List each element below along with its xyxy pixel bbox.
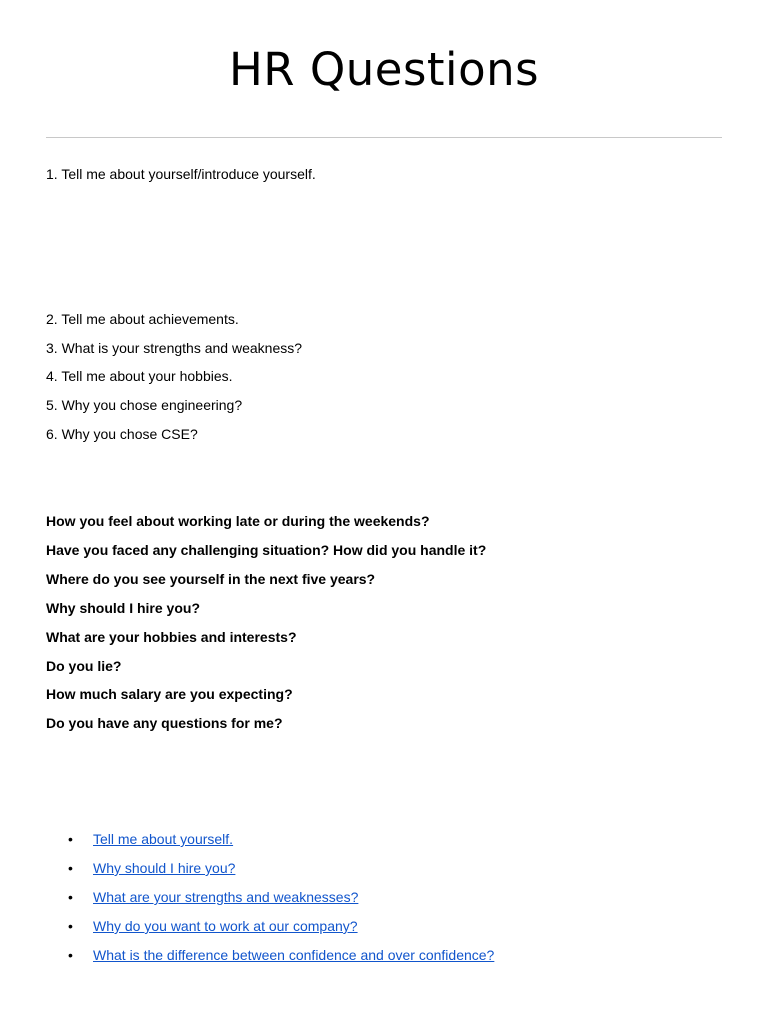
bold-question: How you feel about working late or during the weekends?	[46, 513, 430, 529]
list-item	[0, 830, 600, 848]
question-link[interactable]: Why do you want to work at our company?	[93, 918, 358, 934]
bullet-icon: •	[68, 889, 73, 905]
bullet-icon: •	[68, 860, 73, 876]
title-divider	[46, 137, 722, 138]
numbered-question: 1. Tell me about yourself/introduce yourself.	[46, 166, 316, 182]
question-link[interactable]: What is the difference between confidence and over confidence?	[93, 947, 495, 963]
list-item	[0, 946, 600, 964]
numbered-question: 4. Tell me about your hobbies.	[46, 368, 233, 384]
numbered-question: 5. Why you chose engineering?	[46, 397, 243, 413]
bold-question: What are your hobbies and interests?	[46, 629, 297, 645]
list-item	[0, 917, 600, 935]
question-link[interactable]: Tell me about yourself.	[93, 831, 234, 847]
bullet-icon: •	[68, 947, 73, 963]
bold-question: How much salary are you expecting?	[46, 686, 293, 702]
bold-question: Do you lie?	[46, 658, 122, 674]
numbered-question: 2. Tell me about achievements.	[46, 311, 239, 327]
list-item	[0, 859, 600, 877]
numbered-question: 3. What is your strengths and weakness?	[46, 340, 303, 356]
bold-question: Why should I hire you?	[46, 600, 200, 616]
bullet-icon: •	[68, 831, 73, 847]
numbered-question: 6. Why you chose CSE?	[46, 426, 198, 442]
bold-question: Where do you see yourself in the next five years?	[46, 571, 376, 587]
bold-question: Have you faced any challenging situation? How did you handle it?	[46, 542, 487, 558]
question-link[interactable]: What are your strengths and weaknesses?	[93, 889, 359, 905]
list-item	[0, 888, 600, 906]
question-link[interactable]: Why should I hire you?	[93, 860, 236, 876]
bullet-icon: •	[68, 918, 73, 934]
page-title: HR Questions	[228, 43, 540, 96]
bold-question: Do you have any questions for me?	[46, 715, 283, 731]
